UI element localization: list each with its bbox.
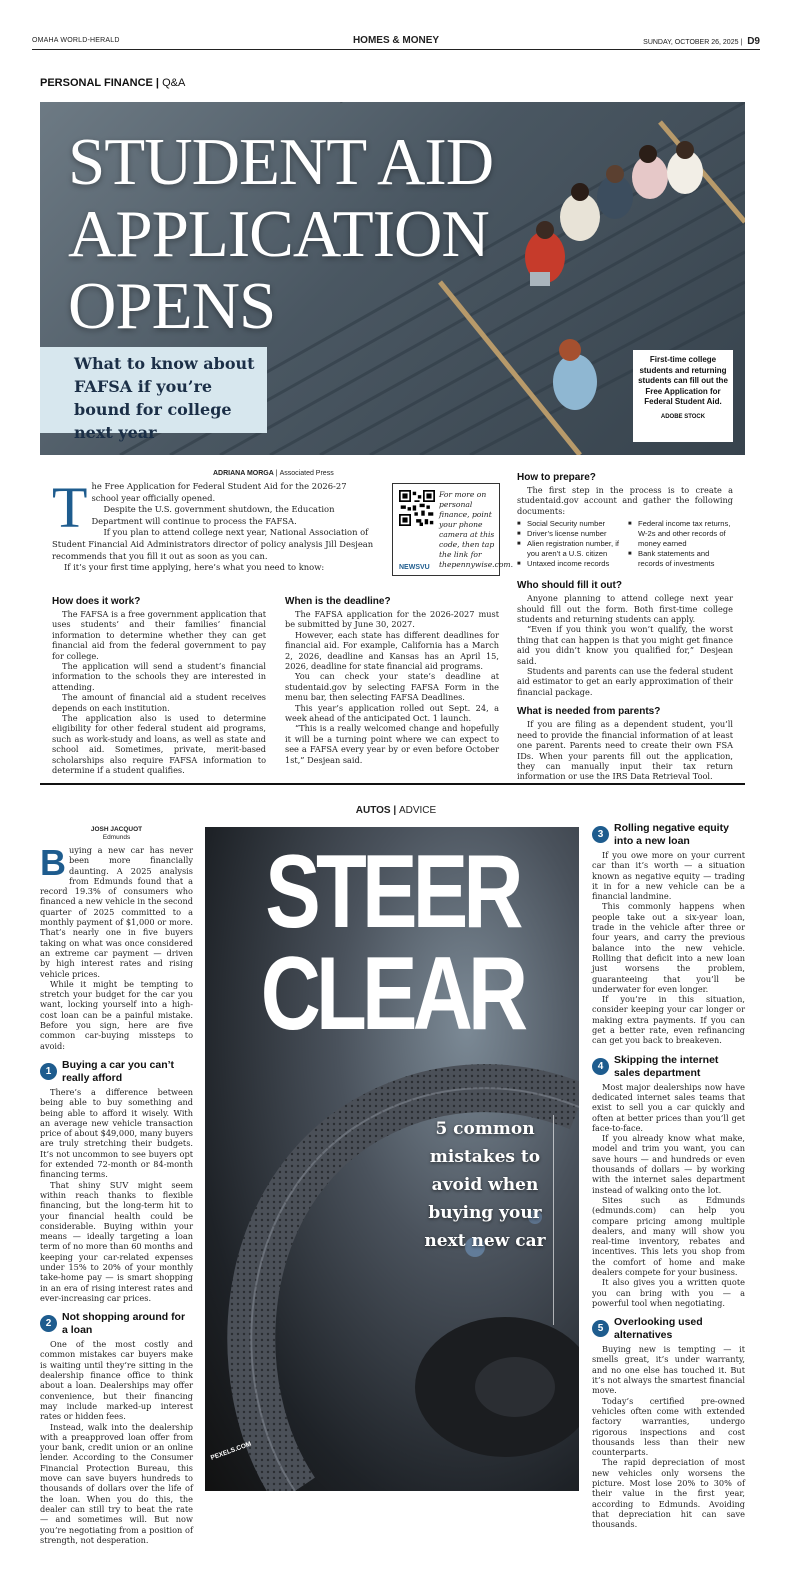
story1-headline — [68, 126, 493, 342]
tip-title: Not shopping around for a loan — [62, 1311, 186, 1337]
byline-org: Edmunds — [102, 834, 131, 841]
deadline-paragraph: This year’s application rolled out Sept. 24, a week ahead of the anticipated Oct. 1 launch. — [285, 702, 499, 724]
headline-line-3: OPENS — [68, 269, 276, 343]
tip-paragraph: Buying new is tempting — it smells great, it’s under warranty, and no one else has touched it. But it’s not always the smartest financial move. — [592, 1344, 745, 1396]
story2-photo — [205, 827, 579, 1491]
document-item: ■ Alien registration number, if you aren’t a U.S. citizen — [517, 539, 622, 559]
story2-section-label: AUTOS | ADVICE — [355, 805, 437, 816]
tip-title: Buying a car you can’t really afford — [62, 1058, 175, 1084]
tip-paragraph: Instead, walk into the dealership with a preapproved loan offer from your bank, credit union or an online lender. According to the Consumer Financial Protection Bureau, this move can save buyers hundreds to thousands of dollars over the life of the loan. When you do this, the dealer can still try to beat the rate — and sometimes will. But now you’re negotiating from a position of strength, not desperation. — [40, 1421, 193, 1545]
documents-list — [517, 519, 733, 569]
intro-paragraph: If you plan to attend college next year, National Association of Student Financial Aid Administrators director of policy analysis Jill Desjean recommends that you fill it out as soon as you can. — [52, 527, 374, 561]
document-item: ■ Untaxed income records — [517, 559, 622, 569]
story1-section-sub: Q&A — [162, 77, 186, 89]
tip-4-heading — [592, 1054, 745, 1080]
story1-subhead: What to know about FAFSA if you’re bound for college next year — [40, 347, 267, 433]
headline-line-1: STEER — [265, 834, 519, 950]
tip-paragraph: If you’re in this situation, consider keeping your car longer or making extra payments. If you can get a better rate, even refinancing can get you back to breakeven. — [592, 994, 745, 1046]
deadline-paragraph: However, each state has different deadlines for financial aid. For example, California has a March 2, 2026, deadline and Kansas has an April 15, 2026, deadline for state financial aid programs. — [285, 629, 499, 672]
tip-paragraph: Most major dealerships now have dedicated internet sales teams that exist to sell you a car quickly and often at better prices than you’ll get face-to-face. — [592, 1081, 745, 1133]
document-item: ■ Driver’s license number — [517, 529, 622, 539]
story1-photo-caption — [633, 350, 733, 442]
story1-section-label: PERSONAL FINANCE | Q&A — [40, 77, 186, 89]
documents-list-left — [517, 519, 622, 569]
qr-code-icon[interactable] — [399, 490, 435, 526]
who-paragraph: Students and parents can use the federal student aid estimator to get an early approximation of their financial package. — [517, 666, 733, 697]
deadline-paragraph: “This is a really welcomed change and hopefully it will be a turning point where we can expect to see a FAFSA every year by or even before October 1st,” Desjean said. — [285, 723, 499, 765]
document-item: ■ Bank statements and records of investments — [628, 549, 733, 569]
byline-name: ADRIANA MORGA — [213, 470, 274, 477]
story2-subhead: 5 common mistakes to avoid when buying your next new car — [424, 1119, 546, 1251]
subhead-rule — [553, 1115, 554, 1325]
tip-5-heading — [592, 1316, 745, 1342]
photo-credit: ADOBE STOCK — [660, 413, 706, 420]
headline-line-2: APPLICATION — [68, 197, 489, 271]
parents-heading: What is needed from parents? — [517, 706, 661, 718]
tip-paragraph: There’s a difference between being able to buy something and being able to afford it wisely. With an average new vehicle transaction price of about $49,000, many buyers are truly stretching their budgets. It’s not uncommon to see buyers opt for extended 72-month or 84-month financing terms. — [40, 1086, 193, 1180]
page-number: D9 — [747, 36, 760, 47]
tip-title: Overlooking used alternatives — [614, 1316, 703, 1342]
story1-column-deadline — [285, 596, 499, 765]
intro-paragraph: If it’s your first time applying, here’s what you need to know: — [64, 562, 325, 573]
issue-date: SUNDAY, OCTOBER 26, 2025 — [643, 39, 739, 46]
masthead — [32, 36, 760, 50]
intro-paragraph: Despite the U.S. government shutdown, the Education Department will continue to process the FAFSA. — [91, 504, 335, 526]
tip-paragraph: The rapid depreciation of most new vehicles only worsens the picture. Most lose 20% to 30% of their value in the first year, according to Edmunds. Avoiding that depreciation hit can save thousands. — [592, 1457, 745, 1530]
paper-name: OMAHA WORLD-HERALD — [32, 37, 120, 44]
documents-list-right — [628, 519, 733, 569]
section-name: HOMES & MONEY — [352, 35, 440, 46]
tip-paragraph: If you owe more on your current car than it’s worth — a situation known as negative equity — trading it in for a new vehicle can be a financial landmine. — [592, 850, 745, 902]
tip-number-badge: 1 — [40, 1063, 57, 1080]
deadline-paragraph: You can check your state’s deadline at studentaid.gov by selecting FAFSA Form in the menu bar, then selecting FAFSA Deadlines. — [285, 671, 499, 703]
photo-credit: PEXELS.COM — [209, 1440, 253, 1462]
byline-name: JOSH JACQUOT — [90, 826, 143, 833]
tip-title: Rolling negative equity into a new loan — [614, 822, 729, 847]
story2-section-sub: ADVICE — [398, 805, 437, 816]
section-divider — [40, 783, 745, 785]
story1-column-right — [517, 472, 733, 782]
qr-promo-box — [392, 483, 514, 576]
tip-paragraph: If you already know what make, model and trim you want, you can save hours — and hundreds or even thousands of dollars — by working with the internet sales department instead of walking onto the lot. — [592, 1133, 745, 1195]
tip-paragraph: Today’s certified pre-owned vehicles often come with extended factory warranties, undergo rigorous inspections and cost thousands less than their new counterparts. — [592, 1395, 745, 1458]
tip-number-badge: 5 — [592, 1320, 609, 1337]
qr-instructions: For more on personal finance, point your phone camera at this code, then tap the link for thepennywise.com. — [439, 490, 514, 569]
story2-byline — [40, 826, 193, 842]
tip-paragraph: This commonly happens when people take out a six-year loan, trade in the vehicle after three or four years, and carry the previous balance into the new vehicle. Rolling that deficit into a new loan just worsens the problem, guaranteeing that you’ll be underwater for even longer. — [592, 901, 745, 994]
tip-number-badge: 3 — [592, 826, 609, 843]
story2-headline — [242, 834, 541, 1052]
deadline-heading: When is the deadline? — [285, 596, 391, 607]
who-paragraph: “Even if you think you won’t qualify, the worst thing that can happen is that you might get finance aid you didn’t know you qualified for,” Desjean said. — [517, 624, 733, 666]
story1-hero-photo — [40, 102, 745, 455]
story1-column-how — [52, 596, 266, 776]
caption-text: First-time college students and returning students can fill out the Free Application for Federal Student Aid. — [638, 355, 728, 406]
intro-paragraph: uying a new car has never been more financially daunting. A 2025 analysis from Edmunds found that a record 19.3% of consumers who financed a new vehicle in the second quarter of 2025 committed to a monthly payment of $1,000 or more. That’s nearly one in five buyers taking on what was once considered an extreme car payment — driven by high interest rates and rising vehicle prices. — [40, 845, 193, 979]
who-paragraph: Anyone planning to attend college next year should fill out the form. Both first-time college students and returning students can apply. — [517, 593, 733, 625]
who-heading: Who should fill it out? — [517, 580, 622, 592]
headline-line-2: CLEAR — [260, 936, 524, 1052]
parents-paragraph: If you are filing as a dependent student, you’ll need to provide the financial information of at least one parent. Parents need to create their own FSA IDs. When your parents fill out the application, they can manually input their tax return information or use the IRS Data Retrieval Tool. — [517, 719, 733, 782]
intro-paragraph: he Free Application for Federal Student Aid for the 2026-27 school year officially opened. — [91, 481, 347, 503]
story2-section: AUTOS — [355, 805, 391, 816]
document-item: ■ Social Security number — [517, 519, 622, 529]
tip-title: Skipping the internet sales department — [614, 1053, 719, 1079]
headline-line-1: STUDENT AID — [68, 125, 494, 199]
byline-org: Associated Press — [279, 470, 334, 477]
how-paragraph: The amount of financial aid a student receives depends on each institution. — [52, 692, 266, 713]
story1-intro — [52, 475, 375, 574]
how-paragraph: The application will send a student’s financial information to the schools they are interested in attending. — [52, 661, 266, 692]
prepare-intro: The first step in the process is to create a studentaid.gov account and gather the following documents: — [517, 485, 733, 516]
tip-paragraph: One of the most costly and common mistakes car buyers make is waiting until they’re sitting in the dealership finance office to think about a loan. Dealerships may offer convenience, but their financing may include marked-up interest rates or hidden fees. — [40, 1339, 193, 1422]
how-paragraph: The FAFSA is a free government application that uses students’ and their families’ financial information to determine whether they can get financial aid from the federal government to pay for college. — [52, 609, 266, 661]
tip-paragraph: It also gives you a written quote you can bring with you — a powerful tool when negotiating. — [592, 1277, 745, 1308]
how-paragraph: The application also is used to determine eligibility for other federal student aid programs, such as work-study and loans, as well as state and school aid. Sometimes, private, merit-based scholarships also require FAFSA information to determine if a student qualifies. — [52, 713, 266, 776]
intro-paragraph: While it might be tempting to stretch your budget for the car you want, locking yourself into a high-cost loan can be a painful mistake. Before you sign, here are five common car-buying missteps to avoid: — [40, 978, 193, 1051]
tip-number-badge: 4 — [592, 1058, 609, 1075]
prepare-heading: How to prepare? — [517, 472, 596, 483]
deadline-paragraph: The FAFSA application for the 2026-2027 must be submitted by June 30, 2027. — [285, 609, 499, 630]
story2-column-right — [592, 822, 745, 1530]
tip-2-heading — [40, 1311, 193, 1337]
story2-column-left — [40, 826, 193, 1545]
tip-3-heading — [592, 822, 745, 848]
how-heading: How does it work? — [52, 596, 141, 607]
story1-section: PERSONAL FINANCE — [40, 77, 153, 89]
story2-dropcap: B — [40, 842, 66, 883]
tip-1-heading — [40, 1059, 193, 1085]
tip-paragraph: Sites such as Edmunds (edmunds.com) can help you compare pricing among multiple dealers, and many will show you real-time inventory, rebates and incentives. This lets you shop from the comfort of home and make dealers compete for your business. — [592, 1194, 745, 1277]
story1-byline: ADRIANA MORGA | Associated Press — [213, 470, 334, 477]
tip-number-badge: 2 — [40, 1315, 57, 1332]
newsvu-logo: NEWSVU — [399, 564, 430, 571]
tip-paragraph: That shiny SUV might seem within reach thanks to flexible financing, but the long-term hit to your financial health could be considerable. Buying within your means — ideally targeting a loan term of no more than 60 months and keeping your car-related expenses under 15% to 20% of your monthly take-home pay — is smart shopping in an era of rising interest rates and ever-increasing car prices. — [40, 1179, 193, 1303]
story1-dropcap: T — [52, 475, 88, 540]
document-item: ■ Federal income tax returns, W-2s and other records of money earned — [628, 519, 733, 549]
date-and-page: SUNDAY, OCTOBER 26, 2025 | D9 — [643, 36, 760, 47]
